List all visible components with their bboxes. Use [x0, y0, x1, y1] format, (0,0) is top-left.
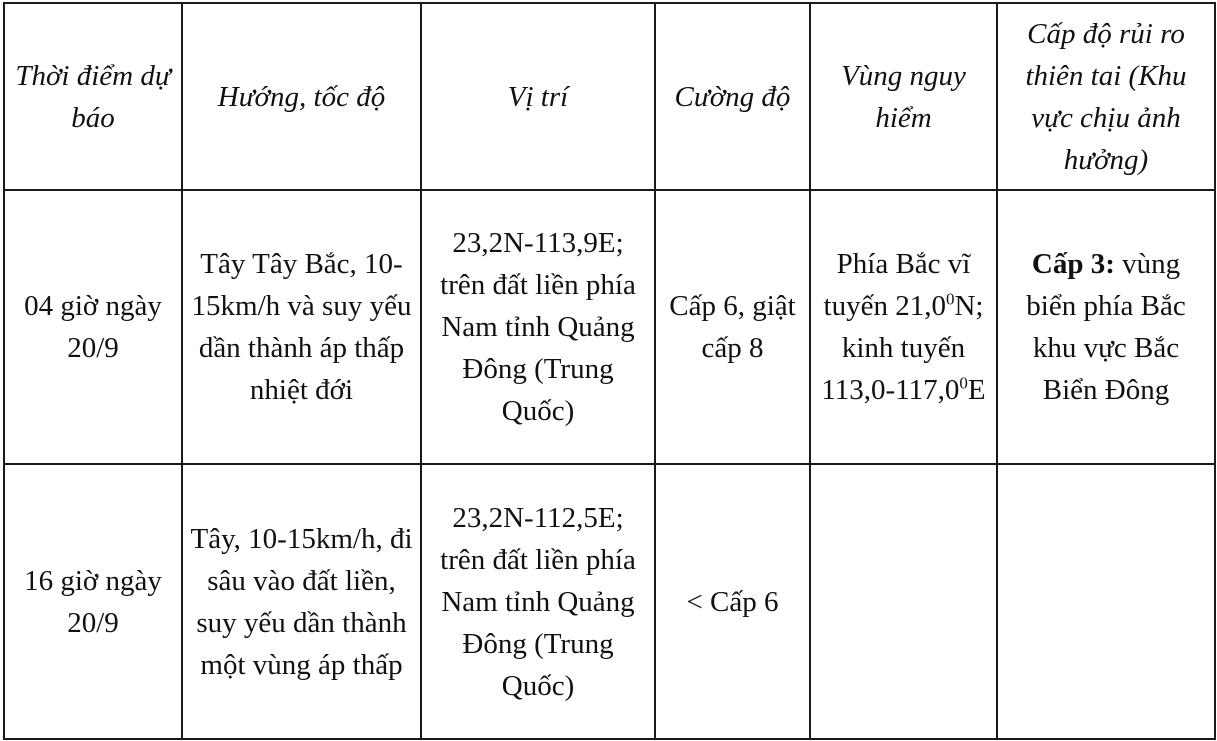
cell-time: 16 giờ ngày 20/9: [4, 464, 182, 739]
risk-area-text: vùng biển phía Bắc khu vực Bắc Biển Đông: [1026, 248, 1186, 406]
forecast-table: [3, 2, 1216, 740]
cell-danger-zone: [810, 464, 997, 739]
table-row: [4, 464, 1215, 739]
risk-level-label: Cấp 3:: [1031, 248, 1115, 280]
header-direction-speed: Hướng, tốc độ: [182, 3, 421, 190]
cell-direction-speed: Tây, 10-15km/h, đi sâu vào đất liền, suy yếu dần thành một vùng áp thấp: [182, 464, 421, 739]
cell-intensity: Cấp 6, giật cấp 8: [655, 190, 810, 464]
table-header-row: [4, 3, 1215, 190]
cell-danger-zone: [810, 190, 997, 464]
danger-zone-text-3: E: [967, 374, 986, 406]
header-risk-level: Cấp độ rủi ro thiên tai (Khu vực chịu ảnh hưởng): [997, 3, 1215, 190]
cell-risk-level: [997, 464, 1215, 739]
danger-zone-text-2: N; kinh tuyến 113,0-117,0: [821, 290, 984, 406]
table-row: [4, 190, 1215, 464]
cell-intensity: < Cấp 6: [655, 464, 810, 739]
header-intensity: Cường độ: [655, 3, 810, 190]
danger-zone-text-1: Phía Bắc vĩ tuyến 21,0: [823, 248, 971, 322]
degree-superscript: 0: [945, 289, 955, 309]
header-danger-zone: Vùng nguy hiểm: [810, 3, 997, 190]
header-forecast-time: Thời điểm dự báo: [4, 3, 182, 190]
cell-time: 04 giờ ngày 20/9: [4, 190, 182, 464]
degree-superscript: 0: [959, 373, 968, 393]
header-position: Vị trí: [421, 3, 655, 190]
cell-position: 23,2N-113,9E; trên đất liền phía Nam tỉnh Quảng Đông (Trung Quốc): [421, 190, 655, 464]
cell-position: 23,2N-112,5E; trên đất liền phía Nam tỉnh Quảng Đông (Trung Quốc): [421, 464, 655, 739]
cell-risk-level: [997, 190, 1215, 464]
cell-direction-speed: Tây Tây Bắc, 10-15km/h và suy yếu dần thành áp thấp nhiệt đới: [182, 190, 421, 464]
